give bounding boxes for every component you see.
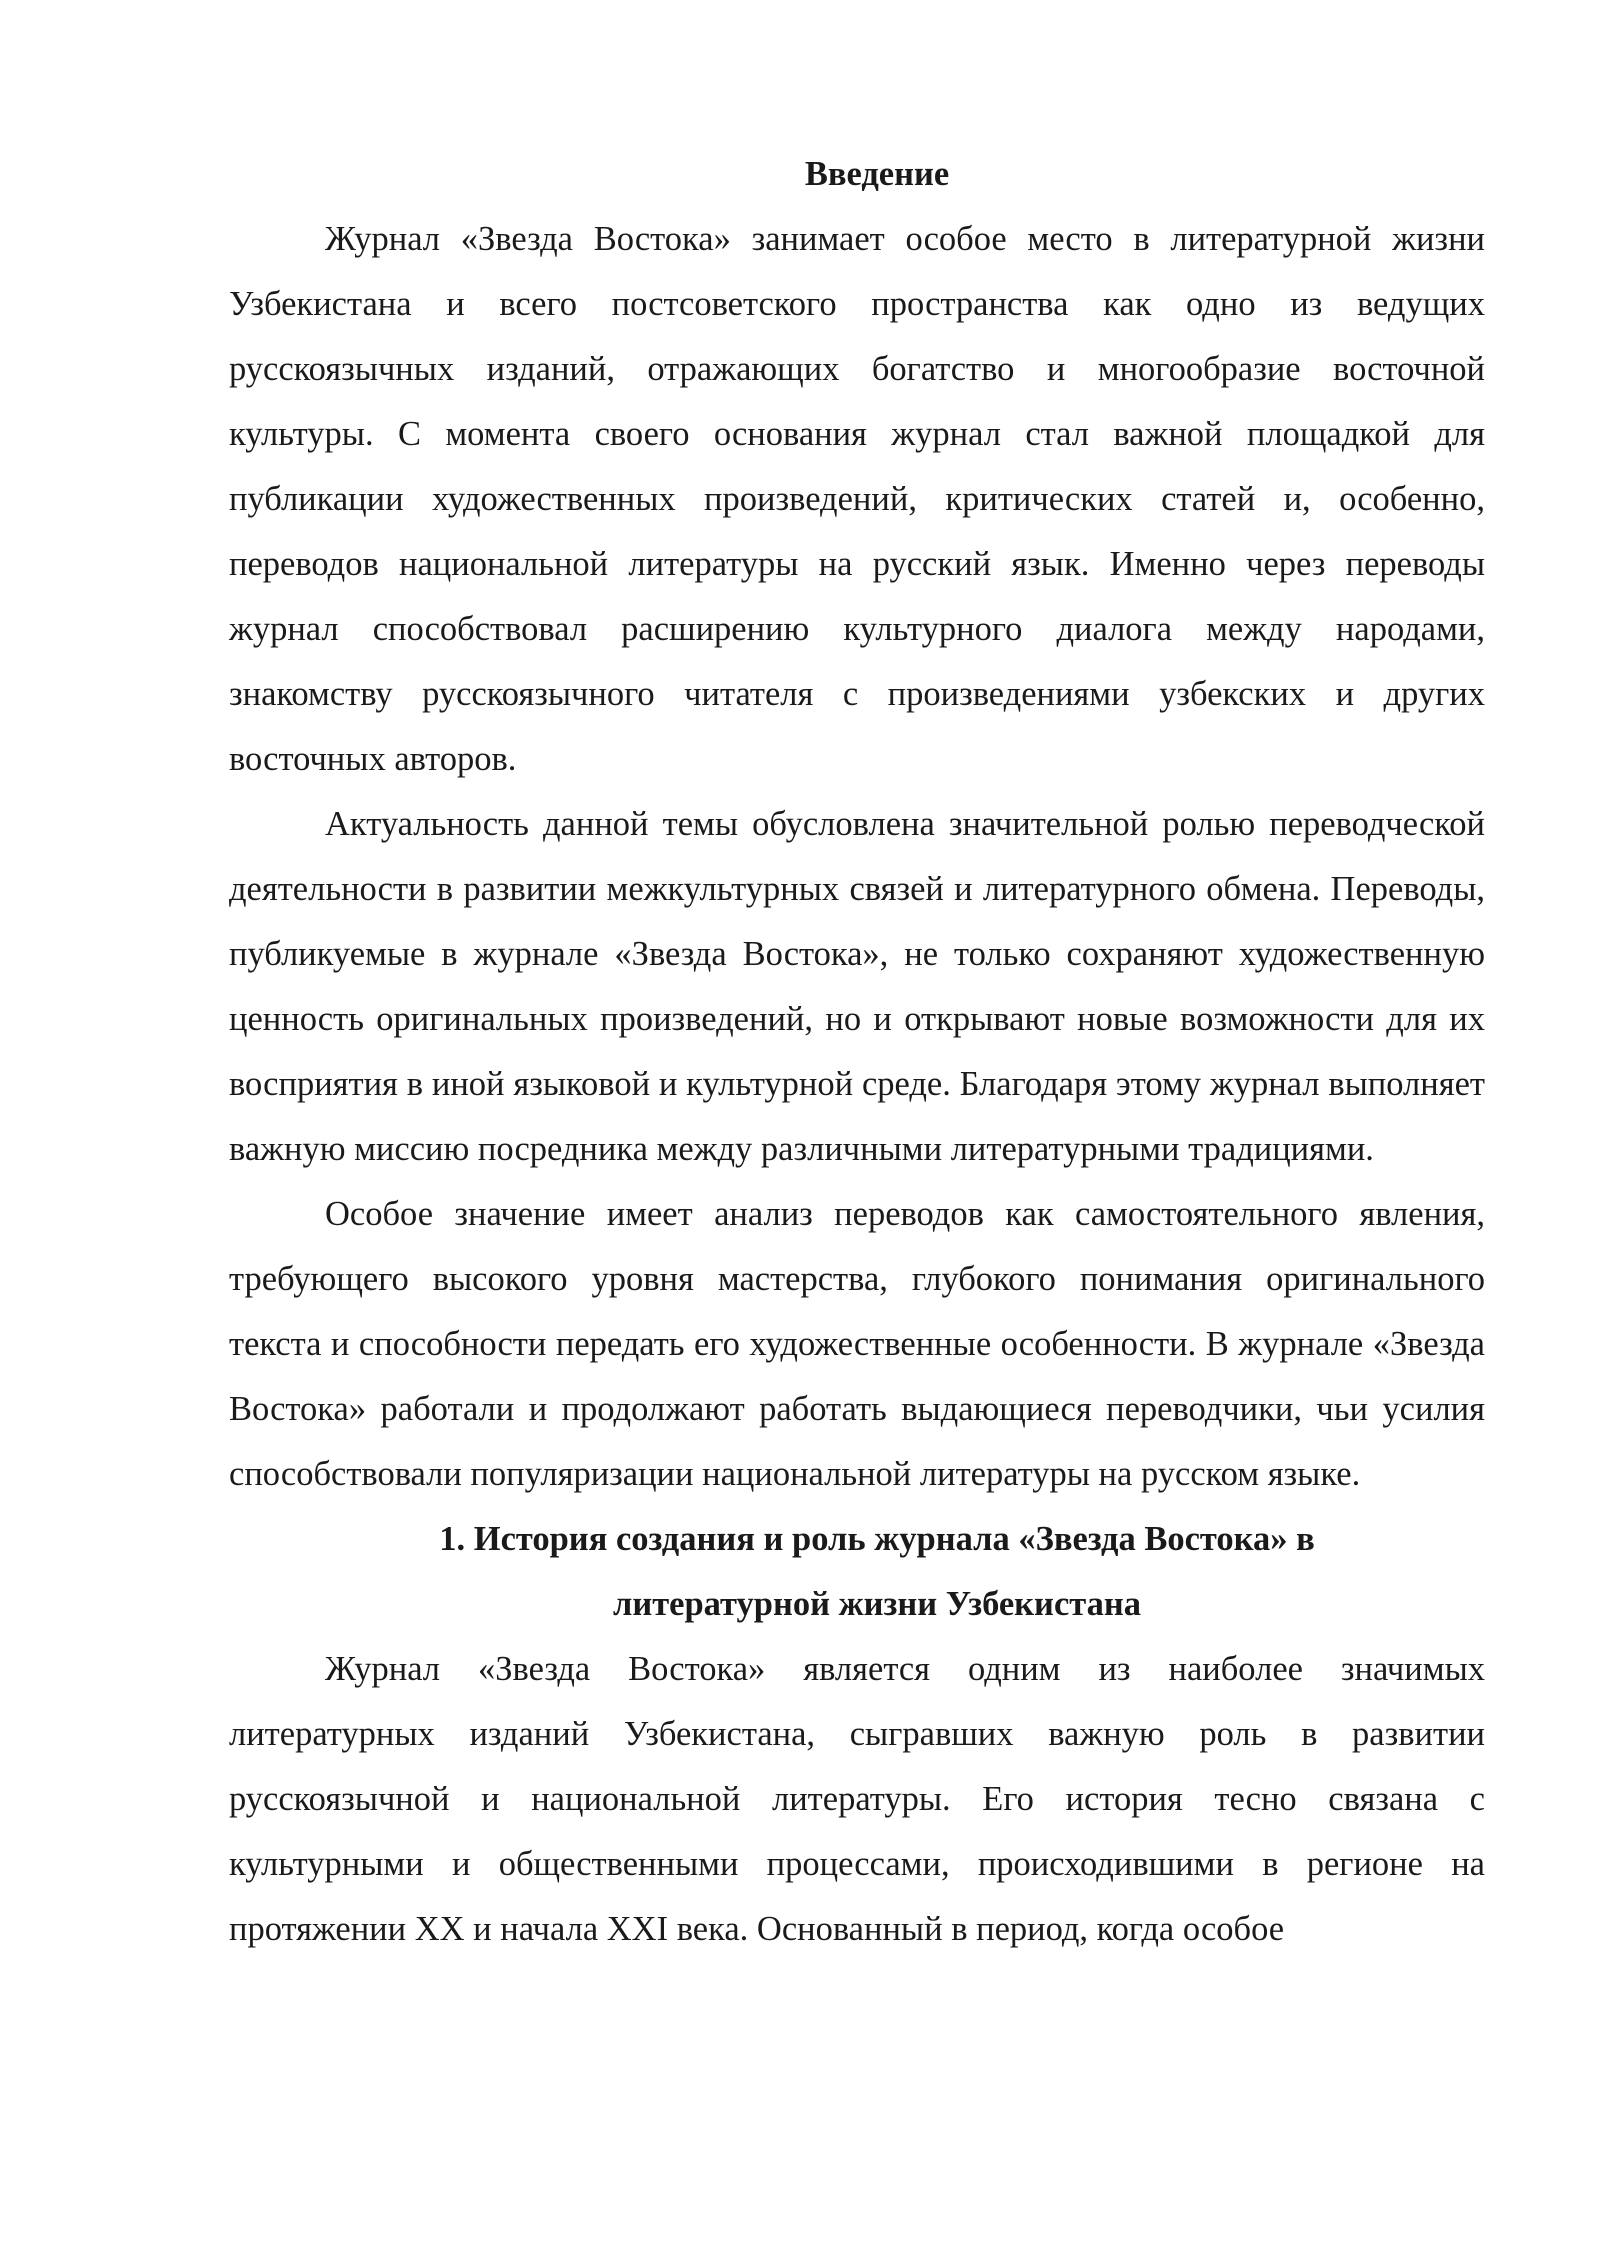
intro-heading: Введение — [804, 155, 950, 193]
section-heading-line-2: литературной жизни Узбекистана — [612, 1585, 1141, 1623]
intro-paragraph-1: Журнал «Звезда Востока» занимает особое место в литературной жизни Узбекистана и всего постсоветского пространства как одно из ведущих русскоязычных изданий, отражающих богатство и многообразие восточной культуры. С момента своего основания журнал стал важной площадкой для публикации художественных произведений, критических статей и, особенно, переводов национальной литературы на русский язык. Именно через переводы журнал способствовал расширению культурного диалога между народами, знакомству русскоязычного читателя с произведениями узбекских и других восточных авторов. — [229, 220, 1485, 778]
intro-paragraph-3: Особое значение имеет анализ переводов как самостоятельного явления, требующего высокого уровня мастерства, глубокого понимания оригинального текста и способности передать его художественные особенности. В журнале «Звезда Востока» работали и продолжают работать выдающиеся переводчики, чьи усилия способствовали популяризации национальной литературы на русском языке. — [229, 1195, 1485, 1493]
section-paragraph-1: Журнал «Звезда Востока» является одним из наиболее значимых литературных изданий Узбекистана, сыгравших важную роль в развитии русскоязычной и национальной литературы. Его история тесно связана с культурными и общественными процессами, происходившими в регионе на протяжении XX и начала XXI века. Основанный в период, когда особое — [229, 1650, 1485, 1948]
intro-paragraph-2: Актуальность данной темы обусловлена значительной ролью переводческой деятельности в развитии межкультурных связей и литературного обмена. Переводы, публикуемые в журнале «Звезда Востока», не только сохраняют художественную ценность оригинальных произведений, но и открывают новые возможности для их восприятия в иной языковой и культурной среде. Благодаря этому журнал выполняет важную миссию посредника между различными литературными традициями. — [229, 805, 1485, 1168]
document-body — [229, 142, 1485, 1962]
section-heading-line-1: 1. История создания и роль журнала «Звезда Востока» в — [439, 1520, 1315, 1558]
section-heading — [229, 1507, 1485, 1637]
